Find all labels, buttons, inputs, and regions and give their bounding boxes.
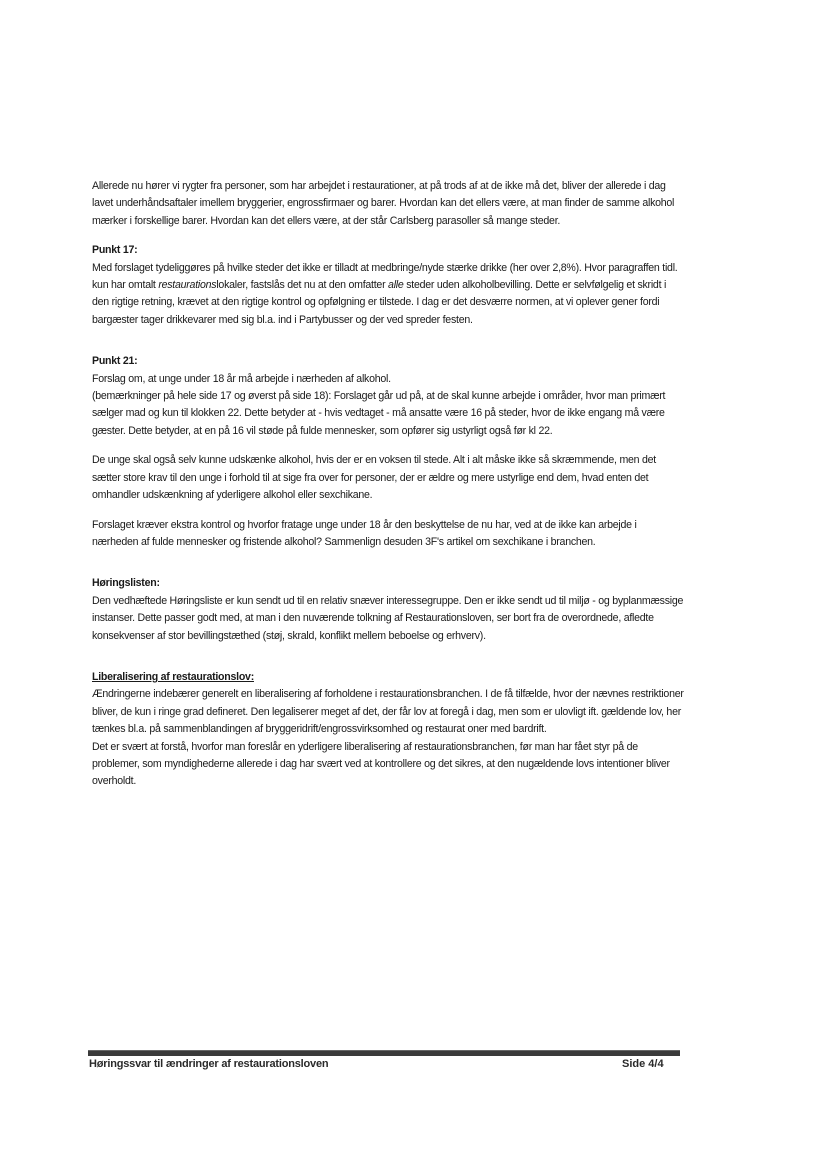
punkt-21-paragraph-3: Forslaget kræver ekstra kontrol og hvorfor fratage unge under 18 år den beskyttelse de nu har, ved at de ikke kan arbejde i nærheden af fulde mennesker og fristende alkohol? Sammenlign desuden 3F's artikel om sexchikane i branchen. [92, 518, 637, 548]
punkt-17-text-c: steder uden alkoholbevilling. Dette er selvfølgelig et skridt i den rigtige retning, krævet at den rigtige kontrol og opfølgning er tilstede. I dag er det desværre normen, at vi oplever gener fordi bargæster tager drikkevarer med sig bl.a. ind i Partybusser og der ved spreder festen. [92, 279, 667, 326]
footer-document-title: Høringssvar til ændringer af restaurationsloven [89, 1058, 329, 1070]
intro-paragraph: Allerede nu hører vi rygter fra personer, som har arbejdet i restaurationer, at på trods af at de ikke må det, bliver der allerede i dag lavet underhåndsaftaler imellem bryggerier, engrossfirmaer og barer. Hvordan kan det ellers være, at man finder de samme alkohol mærker i forskellige barer. Hvordan kan det ellers være, at der står Carlsberg parasoller så mange steder. [92, 180, 675, 227]
liberalisering-paragraph-1: Ændringerne indebærer generelt en liberalisering af forholdene i restaurationsbranchen. I de få tilfælde, hvor der nævnes restriktioner bliver, de kun i ringe grad defineret. Den legaliserer meget af det, der får lov at foregå i dag, men som er ulovligt ift. gældende lov, her tænkes bl.a. på sammenblandingen af bryggeridrift/engrossvirksomhed og restaurat oner med bardrift. [92, 688, 684, 736]
punkt-17-emphasis-alle: alle [388, 279, 404, 292]
hoeringsliste-paragraph: Den vedhæftede Høringsliste er kun sendt ud til en relativ snæver interessegruppe. Den er ikke sendt ud til miljø - og byplanmæssige instanser. Dette passer godt med, at man i den nuværende tolkning af Restaurationsloven, ser bort fra de overordnede, afledte konsekvenser af stor bevillingstæthed (støj, skrald, konflikt mellem beboelse og erhverv). [92, 594, 684, 642]
footer-page-number: Side 4/4 [622, 1058, 664, 1070]
document-body [92, 178, 684, 791]
punkt-21-heading: Punkt 21: [92, 355, 138, 368]
footer-divider [88, 1050, 680, 1056]
liberalisering-paragraph-2: Det er svært at forstå, hvorfor man foreslår en yderligere liberalisering af restaurationsbranchen, før man har fået styr på de problemer, som myndighederne allerede i dag har svært ved at kontrollere og det sikres, at den nugældende lovs intentioner bliver overholdt. [92, 740, 670, 788]
punkt-17-text-a: Med forslaget tydeliggøres på hvilke steder det ikke er tilladt at medbringe/nyde stærke drikke (her over 2,8%). Hvor paragraffen tidl. kun har omtalt [92, 261, 678, 292]
punkt-21-line-2: (bemærkninger på hele side 17 og øverst på side 18): Forslaget går ud på, at de skal kunne arbejde i områder, hvor man primært sælger mad og kun til klokken 22. Dette betyder at - hvis vedtaget - må ansatte være 16 på steder, hvor de ikke engang må være gæster. Dette betyder, at en på 16 vil støde på fulde mennesker, som opfører sig ustyrligt også før kl 22. [92, 390, 666, 437]
punkt-17-paragraph [92, 260, 684, 330]
punkt-21-paragraph-2: De unge skal også selv kunne udskænke alkohol, hvis der er en voksen til stede. Alt i alt måske ikke så skræmmende, men det sætter store krav til den unge i forhold til at sige fra over for personer, der er ældre og mere ustyrlige end dem, hvad enten det omhandler udskænkning af yderligere alkohol eller sexchikane. [92, 454, 656, 502]
hoeringsliste-heading: Høringslisten: [92, 577, 160, 590]
punkt-17-emphasis-restaurations: restaurations [158, 279, 217, 292]
punkt-21-line-1: Forslag om, at unge under 18 år må arbejde i nærheden af alkohol. [92, 372, 391, 385]
liberalisering-heading: Liberalisering af restaurationslov: [92, 670, 254, 683]
punkt-17-text-b: lokaler, fastslås det nu at den omfatter [216, 279, 389, 292]
punkt-17-heading: Punkt 17: [92, 244, 138, 257]
